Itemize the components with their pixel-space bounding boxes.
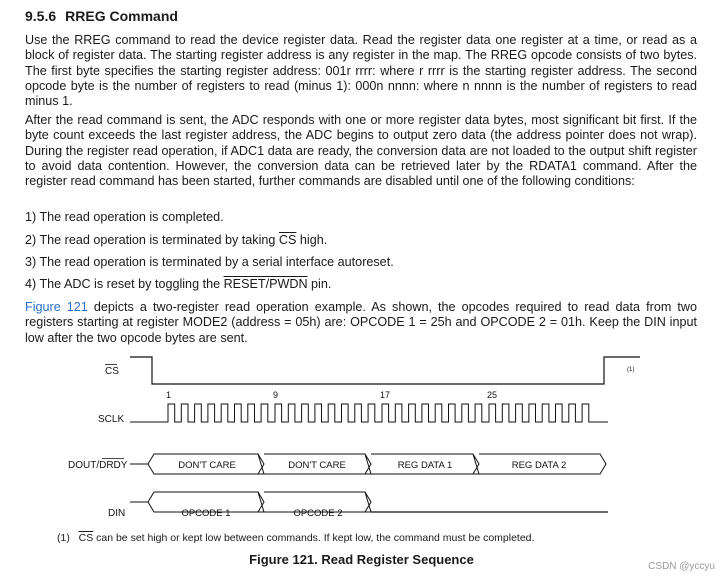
din-byte-1: OPCODE 1 xyxy=(181,508,231,519)
condition-4-tail: pin. xyxy=(307,277,332,291)
footnote-text: can be set high or kept low between commands. If kept low, the command must be completed. xyxy=(93,532,535,544)
tick-25: 25 xyxy=(487,390,498,400)
sclk-label: SCLK xyxy=(98,414,125,425)
cs-label: CS xyxy=(105,366,119,377)
tick-17: 17 xyxy=(380,390,391,400)
timing-diagram xyxy=(0,350,723,530)
condition-4 xyxy=(25,277,331,292)
paragraph-read-response: After the read command is sent, the ADC responds with one or more register data bytes, most significant bit first. If the byte count exceeds the last register address, the ADC begins to output zero data (the address pointer does not wrap). During the register read operation, if ADC1 data are ready, the conversion data are not loaded to the output shift register to avoid data contention. However, the conversion data can be retrieved later by the RDATA1 command. After the register read command has been started, further commands are disabled until one of the following conditions: xyxy=(25,113,697,189)
din-byte-2: OPCODE 2 xyxy=(293,508,343,519)
figure-caption: Figure 121. Read Register Sequence xyxy=(249,552,474,567)
reset-pwdn-signal-name: RESET/PWDN xyxy=(223,277,308,291)
condition-1: 1) The read operation is completed. xyxy=(25,210,224,224)
footnote-marker: (1) xyxy=(57,532,70,544)
din-label: DIN xyxy=(108,508,126,519)
condition-3: 3) The read operation is terminated by a serial interface autoreset. xyxy=(25,255,394,269)
dout-byte-1: DON'T CARE xyxy=(178,460,236,471)
watermark: CSDN @yccyu xyxy=(648,561,715,572)
tick-1: 1 xyxy=(166,390,172,400)
condition-4-text: 4) The ADC is reset by toggling the xyxy=(25,277,224,291)
condition-2 xyxy=(25,233,327,248)
dout-drdy-label xyxy=(68,460,128,471)
cs-signal-name: $\overline{CS}$ xyxy=(278,233,297,247)
paragraph-figure-text: depicts a two-register read operation example. As shown, the opcodes required to read data from two registers starting at register MODE2 (address = 05h) are: OPCODE 1 = 25h and OPCODE 2 = 01h. Keep the DIN input low after the two opcode bytes are sent. xyxy=(25,300,698,345)
dout-byte-2: DON'T CARE xyxy=(288,460,346,471)
cs-waveform xyxy=(130,357,640,384)
section-heading xyxy=(25,8,178,24)
sclk-waveform xyxy=(130,404,608,422)
dout-label: DOUT/ xyxy=(68,460,100,471)
paragraph-figure-reference xyxy=(25,300,697,346)
figure-footnote xyxy=(57,532,534,544)
figure-121-link[interactable]: Figure 121 xyxy=(25,300,88,314)
paragraph-rreg-intro: Use the RREG command to read the device register data. Read the register data one register at a time, or read as a block of register data. The starting register address is any register in the map. The RREG opcode consists of two bytes. The first byte specifies the starting register address: 001r rrrr: where r rrrr is the starting register address. The second opcode byte is the number of registers to read (minus 1): 000n nnnn: where n nnnn is the number of registers to read minus 1. xyxy=(25,33,697,109)
dout-byte-4: REG DATA 2 xyxy=(511,460,567,471)
condition-2-tail: high. xyxy=(296,233,328,247)
drdy-label: DRDY xyxy=(99,460,128,471)
cs-note-marker: (1) xyxy=(627,367,635,373)
footnote-cs: $\overline{CS}$ xyxy=(78,532,94,544)
condition-2-text: 2) The read operation is terminated by taking xyxy=(25,233,279,247)
section-number: 9.5.6 xyxy=(25,8,57,24)
dout-byte-3: REG DATA 1 xyxy=(397,460,453,471)
tick-9: 9 xyxy=(273,390,279,400)
section-title: RREG Command xyxy=(65,8,178,24)
